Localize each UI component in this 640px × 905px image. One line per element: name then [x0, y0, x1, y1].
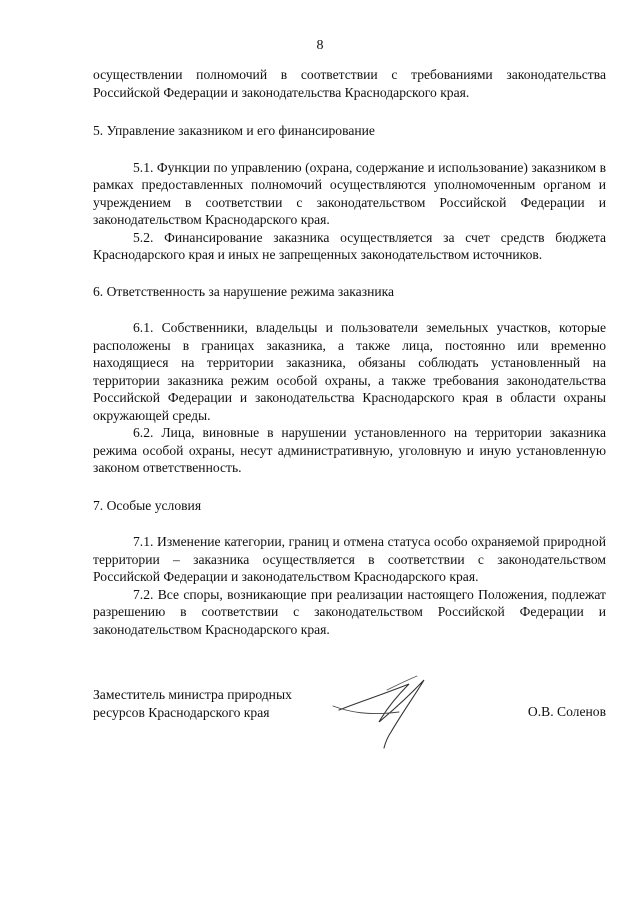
signatory-position-line-1: Заместитель министра природных	[93, 687, 292, 702]
paragraph-7-1: 7.1. Изменение категории, границ и отмена статуса особо охраняемой природной территории – заказника осуществляется в соответствии с законодательством Российской Федерации и законодательством Краснодарского края.	[93, 534, 606, 584]
continuation-paragraph: осуществлении полномочий в соответствии с требованиями законодательства Российской Федерации и законодательства Краснодарского края.	[93, 67, 606, 100]
page-number: 8	[316, 38, 324, 53]
section-7-heading: 7. Особые условия	[93, 497, 202, 513]
document-body	[93, 66, 606, 638]
signature-block	[93, 686, 606, 746]
section-6-heading: 6. Ответственность за нарушение режима заказника	[93, 283, 395, 299]
section-5-heading: 5. Управление заказником и его финансирование	[93, 123, 375, 138]
paragraph-5-2: 5.2. Финансирование заказника осуществляется за счет средств бюджета Краснодарского края и иных не запрещенных законодательством источников.	[93, 229, 606, 262]
signatory-name: О.В. Соленов	[527, 704, 606, 719]
paragraph-7-2: 7.2. Все споры, возникающие при реализации настоящего Положения, подлежат разрешению в соответствии с законодательством Российской Федерации и законодательством Краснодарского края.	[93, 586, 606, 637]
paragraph-5-1: 5.1. Функции по управлению (охрана, содержание и использование) заказником в рамках предоставленных полномочий осуществляются уполномоченным органом и учреждением в соответствии с законодательством Российской Федерации и законодательством Краснодарского края.	[93, 159, 606, 227]
signatory-position	[93, 686, 292, 721]
signatory-position-line-2: ресурсов Краснодарского края	[93, 704, 270, 720]
handwritten-signature-icon	[329, 672, 439, 752]
paragraph-6-1: 6.1. Собственники, владельцы и пользователи земельных участков, которые расположены в границах заказника, а также лица, постоянно или временно находящиеся на территории заказника, обязаны соблюдать установленный на территории заказника режим особой охраны, а также требования законодательства Российской Федерации и законодательства Краснодарского края в области охраны окружающей среды.	[93, 320, 606, 423]
paragraph-6-2: 6.2. Лица, виновные в нарушении установленного на территории заказника режима особой охраны, несут административную, уголовную и иную установленную законом ответственность.	[93, 425, 606, 475]
